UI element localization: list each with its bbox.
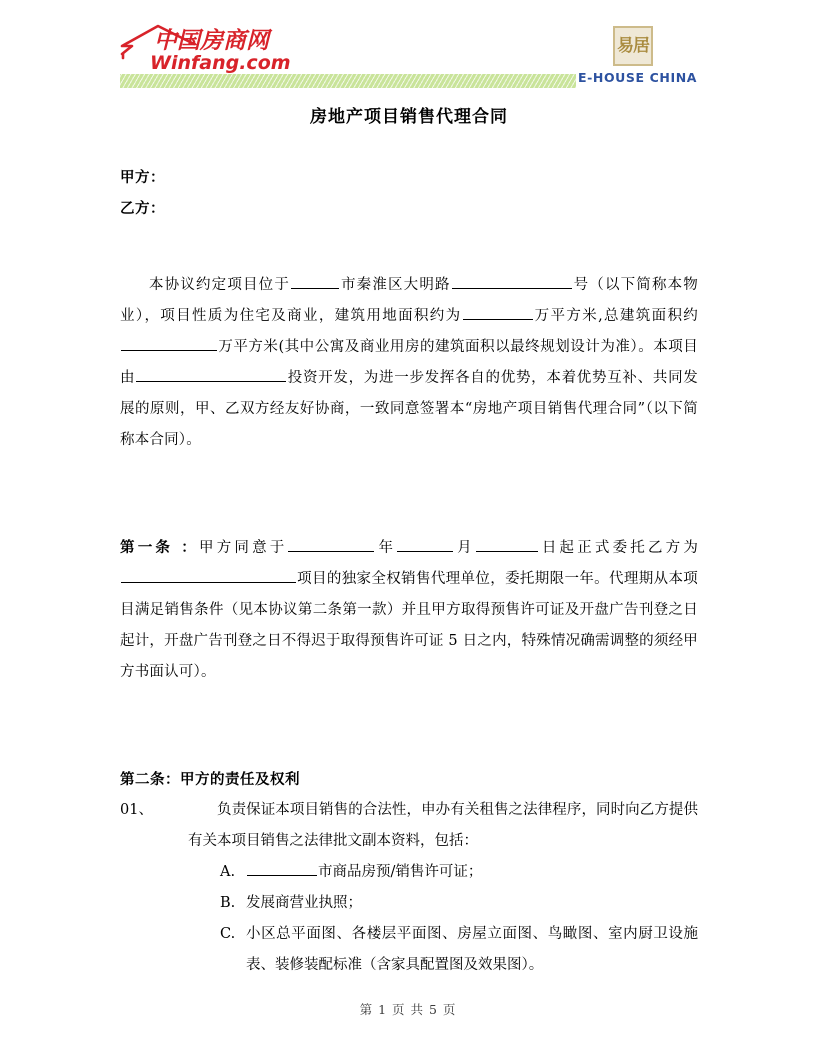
ehouse-seal-icon <box>613 26 653 66</box>
spacer <box>120 502 698 532</box>
blank-month[interactable] <box>397 536 453 552</box>
sub-item-a-text: 市商品房预/销售许可证； <box>318 864 483 880</box>
clause-two-sub-list <box>220 857 698 981</box>
page-footer <box>0 1000 816 1018</box>
blank-permit-city[interactable] <box>247 860 317 876</box>
clause-one-seg-4: 日起正式委托乙方为 <box>538 540 699 556</box>
sub-item-c-marker: C. <box>220 926 236 942</box>
blank-developer[interactable] <box>136 366 286 382</box>
sub-item-b-text: 发展商营业执照； <box>246 895 362 911</box>
winfang-logo <box>118 24 291 76</box>
sub-item-a <box>220 857 698 888</box>
preamble-seg-5: 万平方米(其中公寓及商业用房的建筑面积以最终规划设计为准）。本项目由 <box>120 339 698 386</box>
clause-one-seg-5: 项目的独家全权销售代理单位，委托期限一年。代理期从本项目满足销售条件（见本协议第二条第一款）并且甲方取得预售许可证及开盘广告刊登之日起计，开盘广告刊登之日不得迟于取得预售许可证 5 日之内，特殊情况确需调整的须经甲方书面认可）。 <box>120 571 698 680</box>
spacer <box>120 224 698 270</box>
preamble-seg-2: 市秦淮区大明路 <box>340 277 451 293</box>
clause-one-seg-1: 甲方同意于 <box>199 540 288 556</box>
sub-item-c-text: 小区总平面图、各楼层平面图、房屋立面图、鸟瞰图、室内厨卫设施表、装修装配标准（含家具配置图及效果图）。 <box>246 926 698 973</box>
clause-two-item-01-text: 负责保证本项目销售的合法性，申办有关租售之法律程序，同时向乙方提供有关本项目销售之法律批文副本资料，包括： <box>188 802 698 849</box>
clause-one-paragraph <box>120 532 698 688</box>
blank-city-1[interactable] <box>291 273 339 289</box>
ehouse-logo <box>575 26 700 88</box>
clause-two-heading: 第二条：甲方的责任及权利 <box>120 771 300 788</box>
preamble-seg-6: 投资开发，为进一步发挥各自的优势，本着优势互补、共同发展的原则，甲、乙双方经友好协商，一致同意签署本“房地产项目销售代理合同”（以下简称本合同）。 <box>120 370 698 448</box>
blank-total-area[interactable] <box>121 335 217 351</box>
preamble-seg-3: 号（以下简称本物业），项目性质为住宅及商业，建筑用地面积约为 <box>120 277 698 324</box>
party-block <box>120 162 698 224</box>
preamble-seg-4: 万平方米,总建筑面积约 <box>533 308 699 324</box>
blank-year[interactable] <box>288 536 374 552</box>
clause-two-item-01 <box>120 795 698 857</box>
sub-item-a-body <box>246 857 698 888</box>
blank-day[interactable] <box>476 536 538 552</box>
sub-item-b <box>220 888 698 919</box>
blank-street-number[interactable] <box>452 273 572 289</box>
header-green-bar <box>120 74 576 88</box>
party-a-label: 甲方： <box>120 169 165 186</box>
blank-project-name[interactable] <box>121 567 296 583</box>
spacer <box>120 456 698 502</box>
preamble-paragraph <box>120 270 698 456</box>
page-number-label: 第 1 页 共 5 页 <box>359 1002 457 1017</box>
document-body <box>120 98 698 981</box>
ehouse-seal-characters: 易居 <box>617 35 649 56</box>
clause-two-item-01-number: 01、 <box>120 802 153 818</box>
clause-one-label: 第一条 ： <box>120 539 199 556</box>
sub-item-b-marker: B. <box>220 895 236 911</box>
clause-one-seg-3: 月 <box>454 540 475 556</box>
spacer <box>120 688 698 734</box>
ehouse-label: E-HOUSE CHINA <box>577 70 698 85</box>
winfang-chinese-name: 中国房商网 <box>154 28 269 54</box>
page-header <box>0 0 816 96</box>
clause-one-seg-2: 年 <box>375 540 397 556</box>
preamble-seg-1: 本协议约定项目位于 <box>149 277 291 293</box>
page-title: 房地产项目销售代理合同 <box>310 107 508 127</box>
spacer <box>120 734 698 764</box>
sub-item-a-marker: A. <box>220 864 236 880</box>
winfang-domain: Winfang.com <box>150 52 291 74</box>
party-b-label: 乙方： <box>120 200 165 217</box>
blank-land-area[interactable] <box>463 304 533 320</box>
sub-item-c <box>220 919 698 981</box>
